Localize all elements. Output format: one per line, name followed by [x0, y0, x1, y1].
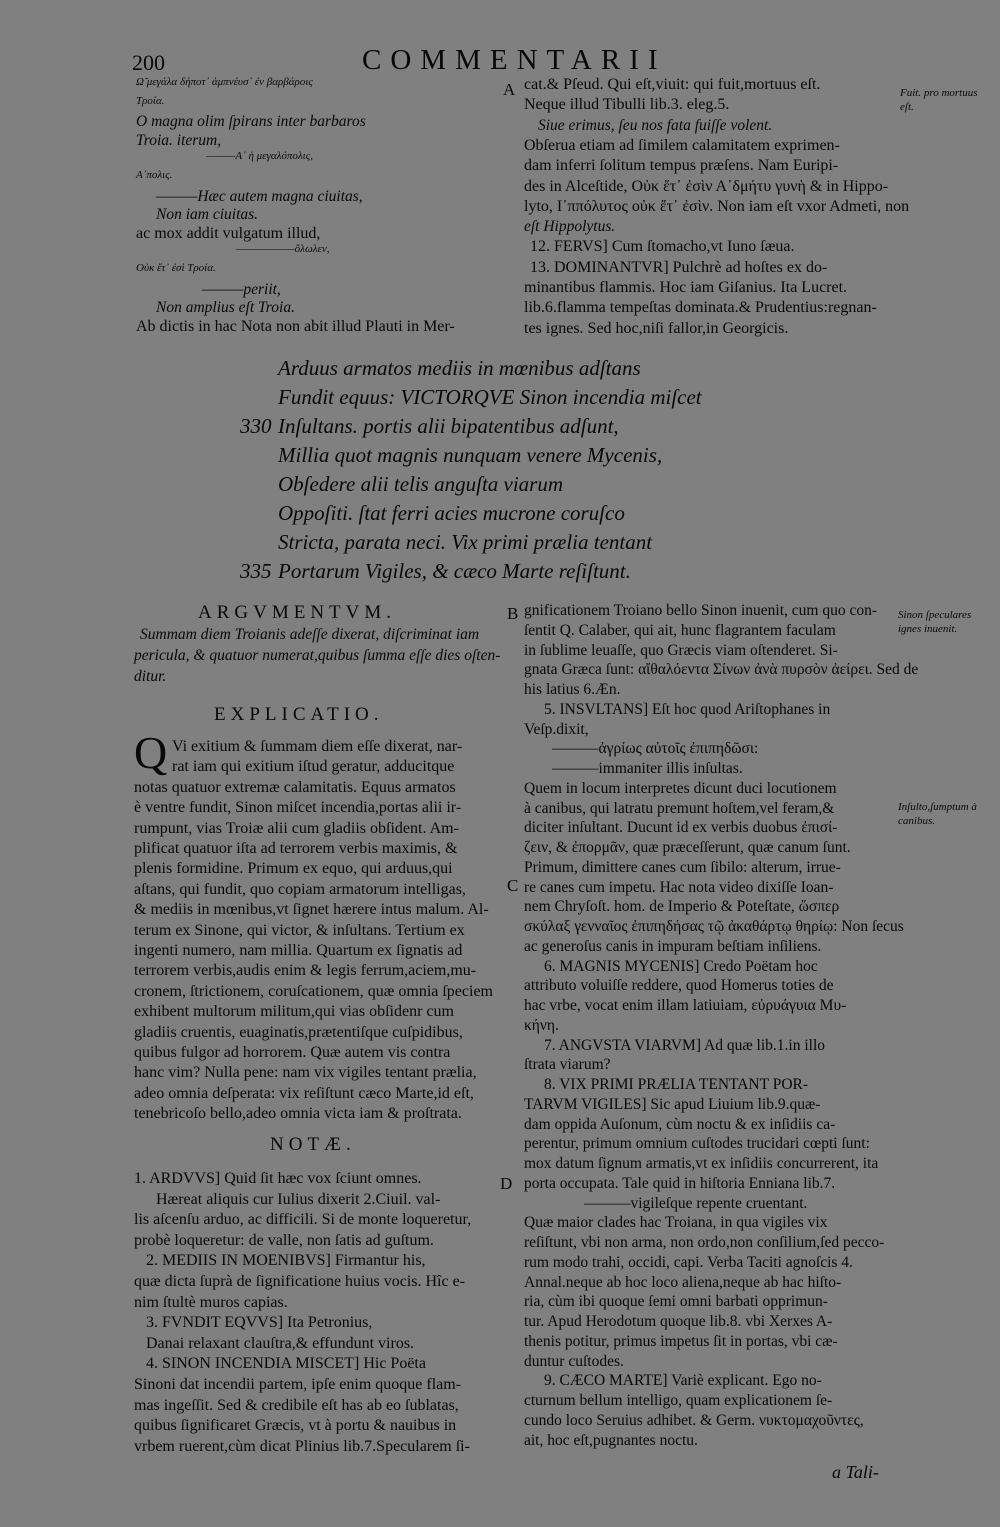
explicatio-line: plificat quatuor iſta ad terrorem verbis maximis, &	[134, 840, 458, 857]
verse-text: Oppoſiti. ſtat ferri acies mucrone coruſco	[278, 501, 625, 525]
notae-line: Hæreat aliquis cur Iulius dixerit 2.Ciuil. val-	[156, 1190, 441, 1208]
drop-cap: Q	[134, 727, 168, 778]
commentary-line: ———vigileſque repente cruentant.	[584, 1194, 808, 1212]
commentary-line: dam oppida Auſonum, cùm noctu & ex inſidiis ca-	[524, 1115, 836, 1133]
explicatio-line: rumpunt, vias Troiæ alii cum gladiis obſident. Am-	[134, 819, 459, 837]
commentary-line: Annal.neque ab hoc loco aliena,neque ab hac hiſto-	[524, 1273, 842, 1291]
commentary-line: Veſp.dixit,	[524, 720, 589, 738]
text-line: Neque illud Tibulli lib.3. eleg.5.	[524, 96, 730, 114]
text-line: lib.6.flamma tempeſtas dominata.& Prudentius:regnan-	[524, 299, 877, 317]
text-line: Τροία.	[136, 94, 165, 107]
verse-text: Obſedere alii telis anguſta viarum	[278, 472, 564, 496]
text-line: Non amplius eſt Troia.	[156, 299, 295, 317]
commentary-line: ———ἀγρίως αὐτοῖς ἐπιπηδῶσι:	[552, 740, 759, 758]
verse-text: Fundit equus: VICTORQVE Sinon incendia miſcet	[278, 385, 702, 409]
text-line: ———Hæc autem magna ciuitas,	[156, 187, 363, 205]
margin-note-2: Sinon ſpeculares ignes inuenit.	[898, 609, 972, 635]
side-letter-b: B	[507, 604, 519, 623]
margin-note-1: Fuit. pro mortuus eſt.	[900, 87, 978, 113]
text-line: lyto, Ι᾽ππόλυτος οὐκ ἔτ᾽ ἐσὶν. Non iam eſt vxor Admeti, non	[524, 197, 910, 215]
explicatio-line: gladiis cruentis, euaginatis,prætentiſque cuſpidibus,	[134, 1023, 463, 1041]
text-line: Ω̃ μεγάλα δήποτ᾽ ἀμπνέυσ᾽ ἐν βαρβάροις	[136, 76, 313, 88]
explicatio-line: exhibent multorum militum,qui vias obſidenr cum	[134, 1003, 454, 1021]
verse-text: Millia quot magnis nunquam venere Mycenis,	[278, 443, 663, 467]
explicatio-line: hanc vim? Nulla pene: nam vix vigiles tentant prælia,	[134, 1064, 477, 1082]
explicatio-heading: EXPLICATIO.	[214, 704, 384, 725]
commentary-line: ſentit Q. Calaber, qui ait, hunc flagrantem faculam	[524, 621, 836, 639]
commentary-line: attributo voluiſſe reddere, quod Homerus toties de	[524, 977, 834, 995]
notae-line: nim ſtultè muros capias.	[134, 1293, 288, 1311]
commentary-line: ac generoſus canis in impuram beſtiam inſiliens.	[524, 937, 822, 955]
verse-line	[240, 414, 619, 439]
text-line: 12. FERVS] Cum ſtomacho,vt Iuno ſæua.	[530, 238, 795, 256]
commentary-line: 8. VIX PRIMI PRÆLIA TENTANT POR-	[544, 1076, 809, 1093]
commentary-line: cturnum bellum intelligo, quam explicationem ſe-	[524, 1392, 833, 1409]
text-line: 13. DOMINANTVR] Pulchrè ad hoſtes ex do-	[530, 258, 828, 276]
text-line: tes ignes. Sed hoc,niſi fallor,in Georgicis.	[524, 319, 789, 337]
running-title: COMMENTARII	[362, 44, 667, 76]
commentary-line: 7. ANGVSTA VIARVM] Ad quæ lib.1.in illo	[544, 1036, 825, 1054]
side-letter-d: D	[500, 1174, 513, 1193]
notae-line: lis aſcenſu arduo, ac difficili. Si de monte loqueretur,	[134, 1211, 472, 1229]
commentary-line: diciter inſultant. Ducunt id ex verbis duobus ἐπισί-	[524, 819, 838, 837]
commentary-line: gnificationem Troiano bello Sinon inuenit, cum quo con-	[524, 602, 878, 619]
argumentum-line: ditur.	[134, 668, 167, 685]
top-left-column	[136, 76, 496, 346]
verse-block	[240, 356, 760, 596]
commentary-line: ait, hoc eſt,pugnantes noctu.	[524, 1431, 698, 1449]
text-line: dam inferri ſolitum tempus præſens. Nam Euripi-	[524, 157, 839, 175]
commentary-line: Quem in locum interpretes dicunt duci locutionem	[524, 779, 837, 797]
notae-line: 4. SINON INCENDIA MISCET] Hic Poëta	[146, 1355, 426, 1373]
text-line: Troia. iterum,	[136, 131, 222, 149]
notae-line: Sinoni dat incendii partem, ipſe enim quoque flam-	[134, 1376, 462, 1393]
explicatio-line: è ventre fundit, Sinon miſcet incendia,portas alii ir-	[134, 799, 462, 817]
argumentum-line: pericula, & quatuor numerat,quibus ſumma eſſe dies oſten-	[134, 647, 501, 664]
explicatio-line: & mediis in mœnibus,vt ſignet hærere intus malum. Al-	[134, 901, 489, 919]
notae-line: vrbem ruerent,cùm dicat Plinius lib.7.Specularem ſi-	[134, 1437, 470, 1455]
commentary-line: rum modo trahi, occidi, capi. Verba Taciti agnoſcis 4.	[524, 1253, 853, 1271]
commentary-line: reſiſtunt, vbi non arma, non ordo,non conſilium,ſed pecco-	[524, 1234, 885, 1251]
explicatio-line: cronem, ſtrictionem, coruſcationem, quæ omnia ſpeciem	[134, 982, 493, 1000]
verse-line	[240, 385, 702, 410]
explicatio-line: rat iam qui exitium iſtud geratur, adducitque	[172, 758, 455, 776]
commentary-line: 6. MAGNIS MYCENIS] Credo Poëtam hoc	[544, 957, 818, 975]
explicatio-line: notas quatuor extremæ calamitatis. Equus armatos	[134, 778, 456, 796]
margin-note-3: Inſulto,ſumptum à canibus.	[898, 801, 977, 827]
explicatio-line: aſtans, qui fundit, quo copiam armatorum intelligas,	[134, 880, 466, 898]
argumentum-text	[134, 626, 504, 696]
argumentum-line: Summam diem Troianis adeſſe dixerat, diſcriminat iam	[140, 626, 480, 643]
commentary-line: nem Chryſoſt. hom. de Imperio & Poteſtate, ὥσπερ	[524, 898, 840, 916]
commentary-line: tur. Apud Herodotum quoque lib.8. vbi Xerxes A-	[524, 1313, 833, 1330]
verse-text: Stricta, parata neci. Vix primi prælia tentant	[278, 530, 653, 554]
commentary-line: Quæ maior clades hac Troiana, in qua vigiles vix	[524, 1214, 828, 1232]
explicatio-line: Vi exitium & ſummam diem eſſe dixerat, nar-	[172, 738, 463, 755]
side-letter-c: C	[507, 876, 519, 895]
notae-line: quæ dicta ſuprà de ſignificatione huius vocis. Hîc e-	[134, 1273, 466, 1290]
commentary-line: σκύλαξ γενναῖος ἐπιπηδήσας τῷ ἀκαθάρτῳ θηρίῳ: Non ſecus	[524, 918, 904, 935]
text-line: ac mox addit vulgatum illud,	[136, 224, 321, 242]
text-line: ——————ὄλωλεν,	[236, 243, 330, 256]
verse-line	[240, 530, 652, 555]
verse-line	[240, 356, 641, 381]
verse-text: Arduus armatos mediis in mœnibus adſtans	[278, 356, 641, 380]
text-line: Obſerua etiam ad ſimilem calamitatem exprimen-	[524, 136, 840, 154]
commentary-line: perentur, primum omnium cuſtodes trucidari cœpti ſunt:	[524, 1135, 870, 1153]
notae-line: 1. ARDVVS] Quid ſit hæc vox ſciunt omnes.	[134, 1170, 422, 1187]
top-right-column	[524, 76, 910, 346]
notae-line: 2. MEDIIS IN MOENIBVS] Firmantur his,	[146, 1252, 426, 1270]
commentary-line: κήνη.	[524, 1016, 559, 1034]
argumentum-heading: ARGVMENTVM.	[198, 602, 397, 623]
commentary-line: à canibus, qui latratu premunt hoſtem,vel feram,&	[524, 799, 835, 817]
commentary-line: in ſublime leuaſſe, quo Græcis viam oſtenderet. Si-	[524, 641, 838, 659]
commentary-line: his latius 6.Æn.	[524, 681, 621, 698]
verse-number: 330	[240, 414, 272, 438]
explicatio-line: quibus fulgor ad horrorem. Quæ autem vis contra	[134, 1044, 451, 1061]
text-line: minantibus flammis. Hoc iam Giſanius. Ita Lucret.	[524, 279, 848, 296]
text-line: Οὐκ ἔτ᾽ ἐσὶ Τροία.	[136, 262, 216, 274]
commentary-line: mox datum ſignum armatis,vt ex inſidiis concurrerent, ita	[524, 1155, 879, 1172]
explicatio-line: tenebricoſo bello,adeo omnia victa iam & proſtrata.	[134, 1105, 462, 1123]
commentary-line: ———immaniter illis inſultas.	[552, 760, 743, 777]
text-line: O magna olim ſpirans inter barbaros	[136, 113, 366, 131]
commentary-line: 9. CÆCO MARTE] Variè explicant. Ego no-	[544, 1372, 822, 1390]
notae-text	[134, 1170, 504, 1470]
commentary-line: 5. INSVLTANS] Eſt hoc quod Ariſtophanes in	[544, 700, 831, 718]
commentary-line: re canes cum impetu. Hac nota video dixiſſe Ioan-	[524, 878, 834, 896]
explicatio-line: ingenti numero, nam millia. Quartum ex ſignatis ad	[134, 942, 463, 959]
commentary-line: Primum, dimittere canes cum ſibilo: alterum, irrue-	[524, 858, 841, 876]
notae-heading: NOTÆ.	[270, 1134, 356, 1155]
text-line: cat.& Pſeud. Qui eſt,viuit: qui fuit,mortuus eſt.	[524, 76, 821, 93]
commentary-line: gnata Græca ſunt: αἴθαλόεντα Σίνων ἀνὰ πυρσὸν ἀείρει. Sed de	[524, 661, 919, 679]
commentary-line: ſtrata viarum?	[524, 1056, 611, 1074]
explicatio-text	[134, 738, 504, 1128]
side-letter-a: A	[503, 80, 516, 99]
verse-line	[240, 472, 563, 497]
text-line: Siue erimus, ſeu nos fata fuiſſe volent.	[538, 116, 773, 134]
commentary-line: ria, cùm ibi quoque ſemi omni barbati opprimun-	[524, 1293, 828, 1311]
verse-line	[240, 559, 631, 584]
text-line: des in Alceſtide, Οὐκ ἔτ᾽ ἐσὶν Α᾽δμήτυ γυνὴ & in Hippo-	[524, 177, 889, 195]
catchword: a Tali-	[832, 1462, 879, 1482]
text-line: ———Α᾽ ἡ μεγαλόπολις,	[206, 150, 313, 163]
verse-text: Inſultans. portis alii bipatentibus adſunt,	[278, 414, 619, 438]
notae-line: 3. FVNDIT EQVVS] Ita Petronius,	[146, 1314, 373, 1332]
page-number: 200	[132, 50, 165, 75]
notae-line: mas ingeſſit. Sed & credibile eſt has ab eo ſublatas,	[134, 1396, 459, 1414]
text-line: Ab dictis in hac Nota non abit illud Plauti in Mer-	[136, 317, 455, 335]
verse-number: 335	[240, 559, 272, 583]
commentary-line: ζειν, & ἐπορμᾶν, quæ præceſſerunt, quæ canum ſunt.	[524, 839, 851, 856]
notae-line: probè loqueretur: de valle, non ſatis ad guſtum.	[134, 1231, 434, 1249]
verse-text: Portarum Vigiles, & cæco Marte reſiſtunt.	[278, 559, 631, 583]
commentary-line: hac vrbe, vocat enim illam latiuiam, εὐρυάγυια Μυ-	[524, 997, 847, 1014]
text-line: eſt Hippolytus.	[524, 218, 616, 236]
right-commentary-column	[524, 602, 919, 1462]
commentary-line: duntur cuſtodes.	[524, 1352, 624, 1370]
explicatio-line: terrorem verbis,audis enim & legis ferrum,aciem,mu-	[134, 962, 477, 980]
commentary-line: porta occupata. Tale quid in hiſtoria Enniana lib.7.	[524, 1174, 836, 1192]
explicatio-line: adeo omnia deſperata: vix reſiſtunt cæco Marte,id eſt,	[134, 1084, 474, 1102]
notae-line: Danai relaxant clauſtra,& effundunt viros.	[146, 1334, 415, 1352]
text-line: ———periit,	[202, 280, 281, 298]
text-line: Α᾽πολις.	[136, 169, 173, 181]
verse-line	[240, 443, 662, 468]
commentary-line: thenis potitur, primus impetus ſit in portas, vbi cæ-	[524, 1332, 838, 1350]
commentary-line: cundo loco Seruius adhibet. & Germ. νυκτομαχοῦντες,	[524, 1411, 864, 1429]
notae-line: quibus ſignificaret Græcis, vt à portu & nauibus in	[134, 1417, 457, 1435]
text-line: Non iam ciuitas.	[156, 206, 259, 224]
explicatio-line: plenis formidine. Primum ex equo, qui arduus,qui	[134, 860, 453, 878]
verse-line	[240, 501, 625, 526]
explicatio-line: terum ex Sinone, qui victor, & inſultans. Tertium ex	[134, 921, 465, 939]
commentary-line: TARVM VIGILES] Sic apud Liuium lib.9.quæ-	[524, 1095, 821, 1113]
